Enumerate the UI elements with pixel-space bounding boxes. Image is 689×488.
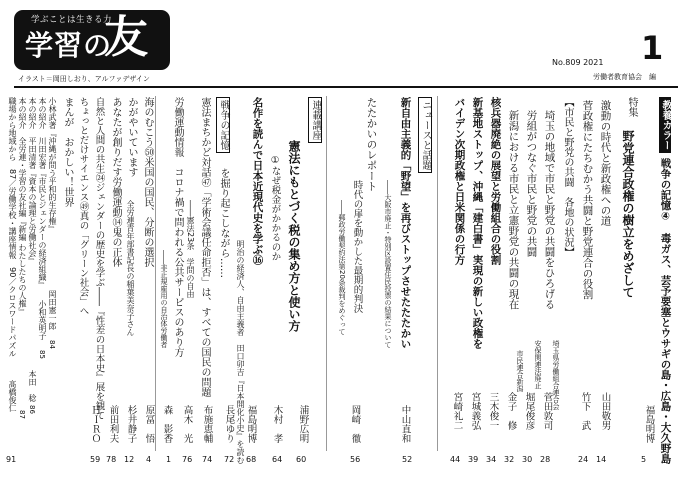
shimin-note: 市民連合新潟: [516, 350, 524, 392]
issue-line: No.809 2021: [552, 58, 604, 67]
misc-item[interactable]: 本の紹介 川田宏著『市民とジェンダーの経済組織』: [38, 97, 47, 289]
magazine-title-big: 友: [104, 12, 148, 63]
shizen-title[interactable]: 自然と人間の共生㉔ジェンダーの歴史を学ぶ――『性差の日本史』展を観て: [93, 97, 105, 420]
senso-page: 68: [246, 455, 257, 464]
shizen-author: 杉井静子: [125, 405, 137, 443]
shimin-page: 30: [522, 455, 533, 464]
senso-author: 福島明博: [245, 405, 257, 443]
shimin-author: 菅田敦司: [541, 392, 553, 430]
kyoyo-author: 福島明博: [643, 405, 655, 443]
news-author: 岡崎 徹: [349, 405, 361, 443]
tokushu-item[interactable]: 激動の時代と新政権への道: [599, 100, 612, 226]
shimin-author: 金子 修: [505, 392, 517, 430]
publisher: 労働者教育協会 編: [593, 73, 656, 81]
manga-page: 59: [90, 455, 101, 464]
kagayaki-title[interactable]: かがやいています: [126, 97, 137, 177]
shimin-page: 32: [504, 455, 515, 464]
misc-author: 本田 稔: [28, 370, 37, 402]
shimin-author: 堀尾俊彦: [523, 392, 535, 430]
rodo-title[interactable]: 労働運動情報 コロナ禍で問われる公共サービスのあり方: [172, 97, 183, 357]
divider: [155, 96, 156, 451]
misc-item[interactable]: 小林武著『沖縄が問う平和的生存権』: [48, 97, 57, 233]
shimin-page: 34: [486, 455, 497, 464]
tokushu-item[interactable]: 菅政権にたちむかう共闘と野党連合の役割: [581, 100, 594, 300]
rensai-author: 浦野広明: [297, 405, 309, 443]
anata-author: 原冨 悟: [143, 405, 155, 443]
rensai-label: 連載講座: [308, 97, 322, 143]
meicho-title[interactable]: 名作を読んで日本近現代史を学ぶ⑯: [251, 97, 264, 265]
illustration-credit: イラスト＝岡田しおり、アルファデザイン: [18, 75, 150, 83]
anata-page: 4: [146, 455, 152, 464]
shimin-page: 44: [450, 455, 461, 464]
manga-author: ＨＩＲＯ: [89, 405, 101, 443]
kyoyo-title[interactable]: 戦争の記憶④ 毒ガス、芸予要塞とウサギの島・広島・大久野島: [659, 158, 672, 464]
science-page: 78: [106, 455, 117, 464]
misc-item[interactable]: 職場から地域から 87／労働学校・講座情報 90／クロスワードパズル: [8, 97, 17, 358]
news-label: ニュースと話題: [418, 97, 432, 173]
kenpo-author: 長尾ゆり: [223, 405, 235, 443]
kagayaki-sub: 全労連青年部書記長の稲葉美奈子さん: [126, 200, 135, 336]
manga-title[interactable]: まんが おかしい！世界: [62, 97, 73, 207]
rensai-title[interactable]: 憲法にもとづく税の集め方と使い方: [287, 140, 301, 332]
anata-title[interactable]: あなたが創りだす労働運動⑭鬼の正体: [110, 97, 121, 267]
shimin-item[interactable]: 労組がつなぐ市民と野党の共闘: [525, 110, 538, 257]
shimin-note: 安保関連法廃止: [534, 340, 542, 389]
tokushu-author: 山田敬男: [599, 392, 611, 430]
kenpo-title[interactable]: 憲法まちかど対話㊼「学術会議任命拒否」は、すべての国民の問題: [199, 97, 210, 397]
shimin-item[interactable]: 新基地ストップ、沖縄「建白書」実現の新しい政権を: [471, 97, 484, 349]
misc-page: 87: [18, 410, 26, 419]
science-author: 前田利夫: [107, 405, 119, 443]
meicho-page: 64: [272, 455, 283, 464]
rensai-item: ①なぜ税金がかかるのか: [269, 155, 281, 261]
news-sub: 時代の扉を動かした最期的判決: [351, 180, 363, 313]
umi-page: 76: [182, 455, 193, 464]
senso-title[interactable]: を掘り起こしながら……: [218, 168, 229, 278]
shimin-page: 39: [468, 455, 479, 464]
divider: [437, 96, 438, 451]
misc-item[interactable]: 本の紹介 平田清著『資本の論理と労働社会』: [28, 97, 37, 265]
divider: [326, 96, 327, 451]
issue-number: 1: [641, 29, 664, 67]
tokushu-page: 14: [596, 455, 607, 464]
kagayaki-page: 1: [166, 455, 172, 464]
shimin-item[interactable]: 埼玉の地域で市民と野党の共闘をひろげる: [543, 110, 556, 310]
shimin-item[interactable]: バイデン次期政権と日米関係の行方: [453, 97, 466, 265]
shimin-author: 三木俊一: [487, 392, 499, 430]
kyoyo-badge: 教養カラー: [659, 97, 671, 153]
shimin-item[interactable]: 新潟における市民と立憲野党の共闘の現在: [507, 110, 520, 310]
rodo-author: 布施恵輔: [201, 405, 213, 443]
umi-author: 高木 光: [181, 405, 193, 443]
shimin-note: 埼玉県労働組合連合会: [552, 340, 560, 410]
kagayaki-author: 森 影香: [161, 405, 173, 443]
shimin-item[interactable]: 核兵器廃絶の展望と労働組合の役割: [489, 97, 502, 265]
rodo-page: 74: [202, 455, 213, 464]
tokushu-page: 24: [578, 455, 589, 464]
rensai-page: 60: [296, 455, 307, 464]
news-page: 52: [402, 455, 413, 464]
misc-page: 91: [6, 455, 17, 464]
news-item[interactable]: 新自由主義的「野望」を再びストップさせたたたかい: [399, 97, 412, 349]
misc-author: 小和英明子: [38, 300, 47, 340]
misc-item[interactable]: 本の紹介 全労連・学習の友社編『新編 わたしたちの人権』: [18, 97, 27, 316]
rodo-sub: ――非正規雇用の自治体労働者: [160, 250, 168, 348]
senso-label: 戦争の記憶: [216, 97, 230, 153]
news-sub: ――郵政労働契約法第20条裁判をめぐって: [338, 200, 346, 335]
kenpo-page: 72: [224, 455, 235, 464]
shimin-author: 宮城義弘: [469, 392, 481, 430]
umi-title[interactable]: 海のむこう㊿米国の国民、分断の選択: [142, 97, 153, 267]
shimin-author: 宮崎礼二: [451, 392, 463, 430]
science-title[interactable]: ちょっとだけサイエンス㊾真の「グリーン社会」へ: [77, 97, 89, 316]
logo-tagline: 学ぶことは生きる力: [31, 15, 113, 25]
shizen-page: 12: [124, 455, 135, 464]
header-rule: [14, 86, 678, 88]
kyoyo-page: 5: [641, 455, 647, 464]
shimin-label: 【市民と野党の共闘 各地の状況】: [562, 97, 573, 257]
misc-author: 岡田憲一郎: [48, 290, 57, 330]
news-page: 56: [350, 455, 361, 464]
misc-page: 85: [38, 350, 46, 359]
meicho-author: 木村 孝: [271, 405, 283, 443]
misc-page: 86: [28, 405, 36, 414]
news-item[interactable]: たたかいのレポート: [365, 97, 378, 192]
tokushu-title[interactable]: 野党連合政権の樹立をめざして: [621, 130, 635, 298]
misc-author: 髙橋俊仁: [8, 380, 17, 412]
shimin-page: 28: [540, 455, 551, 464]
news-author: 中山直和: [399, 405, 411, 443]
magazine-title: 学習の: [25, 29, 113, 62]
news-sub: ――大阪市廃止・特別区設置住民投票の結果について: [384, 180, 392, 348]
meicho-sub: 明治の経済人、自由主義者 田口卯吉『日本開化小史』を読む: [236, 240, 245, 464]
misc-page: 84: [48, 340, 56, 349]
kenpo-sub: ――憲法23条 学問の自由: [186, 200, 195, 299]
tokushu-author: 竹下 武: [579, 392, 591, 430]
tokushu-label: 特集: [626, 97, 637, 117]
